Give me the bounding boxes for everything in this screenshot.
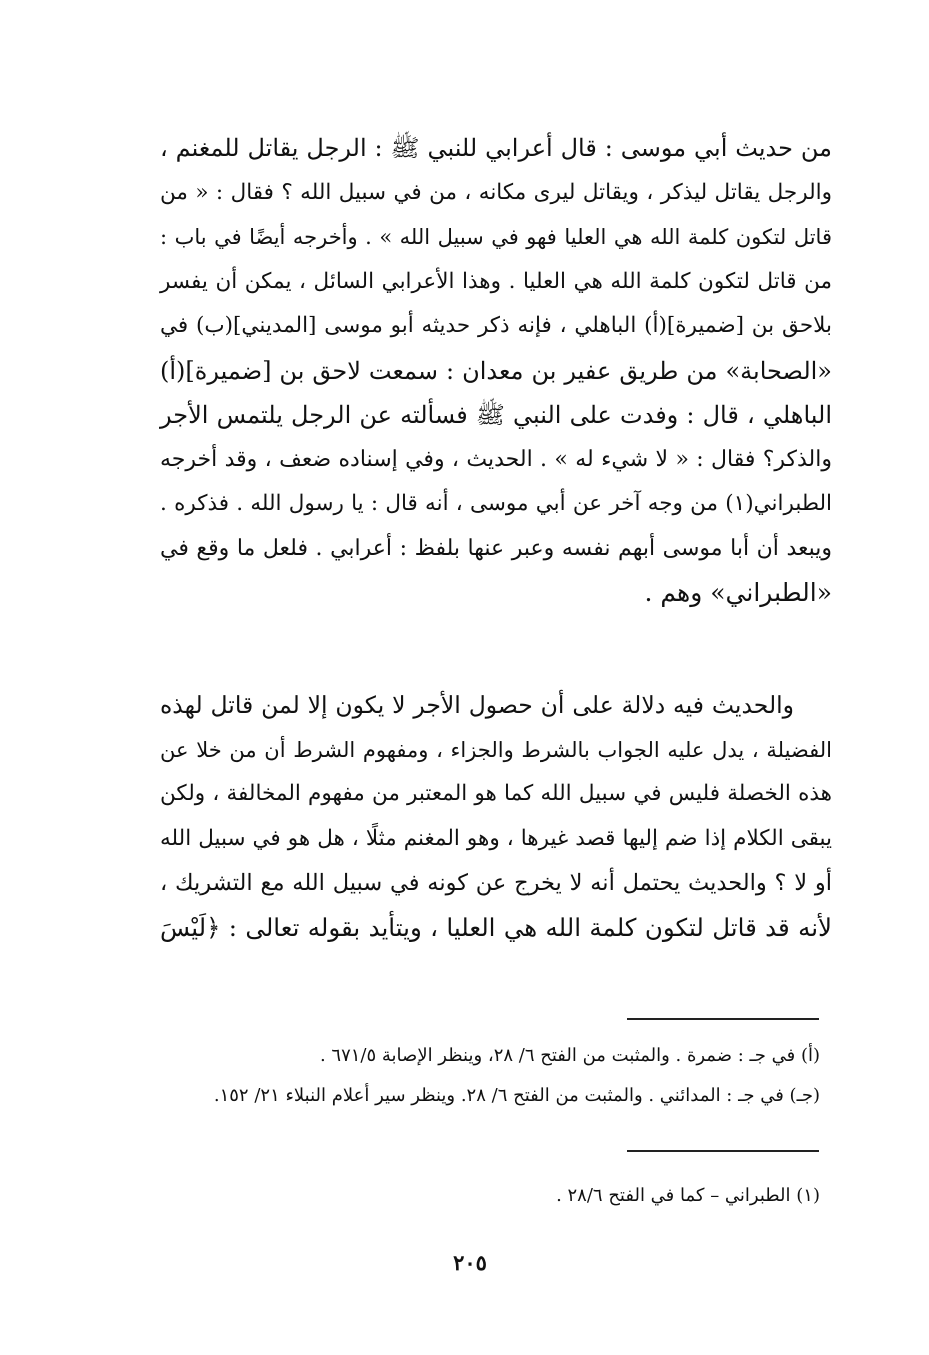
text-line: الفضيلة ، يدل عليه الجواب بالشرط والجزاء ، ومفهوم الشرط أن من خلا عن xyxy=(160,737,832,762)
text-line: من حديث أبي موسى : قال أعرابي للنبي ﷺ : الرجل يقاتل للمغنم ، xyxy=(160,134,832,162)
footnote-divider xyxy=(627,1018,819,1020)
text-line: أو لا ؟ والحديث يحتمل أنه لا يخرج عن كونه في سبيل الله مع التشريك ، xyxy=(160,870,832,896)
footnote-variant-b: (جـ) في جـ : المدائني . والمثبت من الفتح ٦/ ٢٨. وينظر سير أعلام النبلاء ٢١/ ١٥٢. xyxy=(213,1085,820,1106)
text-line: هذه الخصلة فليس في سبيل الله كما هو المعتبر من مفهوم المخالفة ، ولكن xyxy=(160,781,832,806)
text-line: ويبعد أن أبا موسى أبهم نفسه وعبر عنها بلفظ : أعرابي . فلعل ما وقع في xyxy=(160,535,832,561)
footnote-1: (١) الطبراني – كما في الفتح ٢٨/٦ . xyxy=(556,1185,820,1206)
paragraph-2 xyxy=(160,683,832,950)
text-line: الطبراني(١) من وجه آخر عن أبي موسى ، أنه قال : يا رسول الله . فذكره . xyxy=(160,491,832,516)
text-line: والرجل يقاتل ليذكر ، ويقاتل ليرى مكانه ، من في سبيل الله ؟ فقال : « من xyxy=(160,179,832,205)
text-line: يبقى الكلام إذا ضم إليها قصد غيرها ، وهو المغنم مثلًا ، هل هو في سبيل الله xyxy=(160,825,832,851)
text-line: والحديث فيه دلالة على أن حصول الأجر لا يكون إلا لمن قاتل لهذه xyxy=(160,691,794,719)
text-line: «الصحابة» من طريق عفير بن معدان : سمعت لاحق بن [ضميرة](أ) xyxy=(160,356,832,385)
paragraph-1 xyxy=(160,126,832,616)
text-line: لأنه قد قاتل لتكون كلمة الله هي العليا ، ويتأيد بقوله تعالى : ﴿لَيْسَ xyxy=(160,912,832,942)
text-line: من قاتل لتكون كلمة الله هي العليا . وهذا الأعرابي السائل ، يمكن أن يفسر xyxy=(160,268,832,294)
text-line: «الطبراني» وهم . xyxy=(644,578,832,607)
text-line: والذكر؟ فقال : « لا شيء له » . الحديث ، وفي إسناده ضعف ، وقد أخرجه xyxy=(160,446,832,472)
footnote-variant-a: (أ) في جـ : ضمرة . والمثبت من الفتح ٦/ ٢٨، وينظر الإصابة ٦٧١/٥ . xyxy=(319,1045,820,1066)
page-number: ٢٠٥ xyxy=(453,1250,487,1275)
text-line: بلاحق بن [ضميرة](أ) الباهلي ، فإنه ذكر حديثه أبو موسى [المديني](ب) في xyxy=(160,313,832,338)
text-line: قاتل لتكون كلمة الله هي العليا فهو في سبيل الله » . وأخرجه أيضًا في باب : xyxy=(160,225,832,249)
text-line: الباهلي ، قال : وفدت على النبي ﷺ فسألته عن الرجل يلتمس الأجر xyxy=(160,401,832,429)
footnote-divider xyxy=(627,1150,819,1152)
